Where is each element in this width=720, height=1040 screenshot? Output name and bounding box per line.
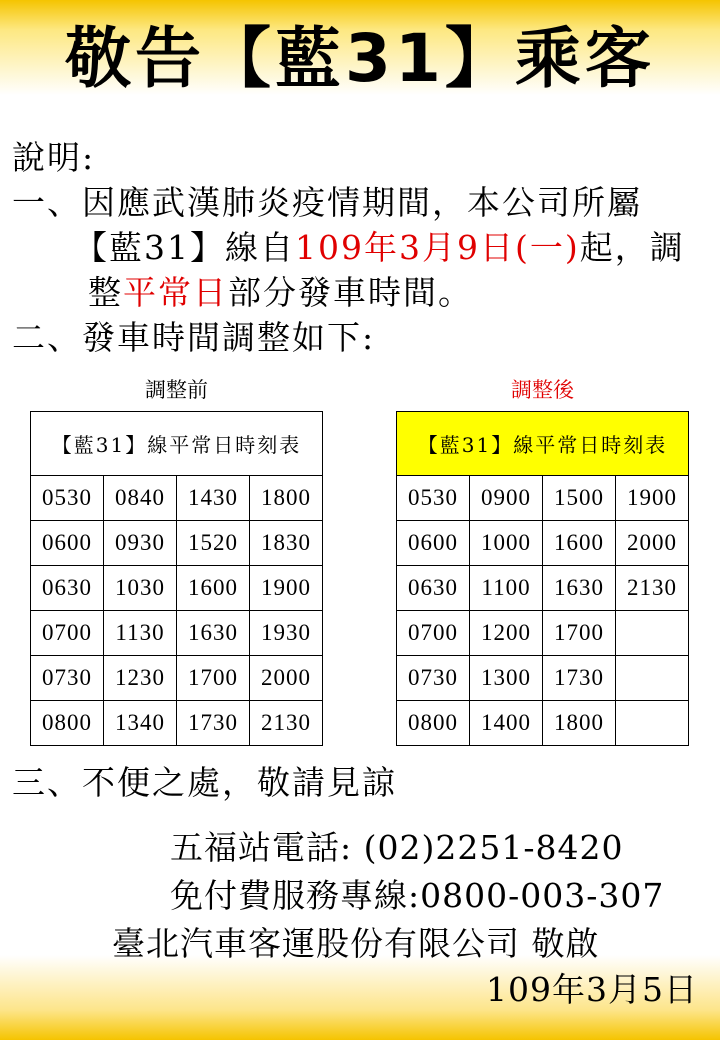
table-cell: 1100 xyxy=(470,566,543,611)
table-cell: 0600 xyxy=(31,521,104,566)
notice-title: 敬告【藍31】乘客 xyxy=(65,20,655,97)
item-1-text: 部分發車時間。 xyxy=(228,273,473,312)
table-cell: 0800 xyxy=(397,701,470,746)
table-cell: 1400 xyxy=(470,701,543,746)
table-cell: 1830 xyxy=(250,521,323,566)
table-cell: 1800 xyxy=(250,476,323,521)
table-cell: 2000 xyxy=(250,656,323,701)
table-cell: 0630 xyxy=(31,566,104,611)
table-cell: 1600 xyxy=(177,566,250,611)
table-cell: 1340 xyxy=(104,701,177,746)
notice-date: 109年3月5日 xyxy=(486,970,698,1009)
table-cell xyxy=(616,701,689,746)
table-cell: 1030 xyxy=(104,566,177,611)
table-cell: 1800 xyxy=(543,701,616,746)
table-cell: 0700 xyxy=(31,611,104,656)
company-signature: 臺北汽車客運股份有限公司 敬啟 xyxy=(112,924,600,963)
table-cell: 1900 xyxy=(616,476,689,521)
table-cell: 1730 xyxy=(177,701,250,746)
item-3: 三、不便之處，敬請見諒 xyxy=(12,763,397,802)
weekday-highlight: 平常日 xyxy=(123,273,228,312)
route-label: 【藍31】線自 xyxy=(74,228,295,267)
table-cell: 1200 xyxy=(470,611,543,656)
station-phone: 五福站電話: (02)2251-8420 xyxy=(170,828,624,867)
table-cell: 1000 xyxy=(470,521,543,566)
table-row xyxy=(397,521,689,566)
table-row xyxy=(397,566,689,611)
table-cell: 1700 xyxy=(543,611,616,656)
table-cell: 1630 xyxy=(177,611,250,656)
table-cell: 0600 xyxy=(397,521,470,566)
table-row xyxy=(397,476,689,521)
table-row xyxy=(31,701,323,746)
before-caption: 調整前 xyxy=(145,378,208,402)
table-cell: 1730 xyxy=(543,656,616,701)
table-cell: 1900 xyxy=(250,566,323,611)
table-cell: 0530 xyxy=(397,476,470,521)
table-cell: 2130 xyxy=(616,566,689,611)
table-cell: 0730 xyxy=(397,656,470,701)
table-row xyxy=(31,476,323,521)
table-row xyxy=(397,701,689,746)
item-1-line-1: 一、因應武漢肺炎疫情期間，本公司所屬 xyxy=(12,183,642,222)
table-cell xyxy=(616,656,689,701)
toll-free-hotline: 免付費服務專線:0800-003-307 xyxy=(170,876,665,915)
table-row xyxy=(31,656,323,701)
table-cell: 2130 xyxy=(250,701,323,746)
table-cell: 0530 xyxy=(31,476,104,521)
table-cell: 0840 xyxy=(104,476,177,521)
table-cell: 1130 xyxy=(104,611,177,656)
after-caption: 調整後 xyxy=(511,378,574,402)
effective-date: 109年3月9日(一) xyxy=(295,228,580,267)
table-cell: 1230 xyxy=(104,656,177,701)
table-cell: 1600 xyxy=(543,521,616,566)
explanation-heading: 說明: xyxy=(12,138,96,177)
table-cell: 1630 xyxy=(543,566,616,611)
table-cell: 0930 xyxy=(104,521,177,566)
table-cell: 1520 xyxy=(177,521,250,566)
table-cell: 1500 xyxy=(543,476,616,521)
item-1-line-3 xyxy=(88,271,473,315)
table-cell: 0630 xyxy=(397,566,470,611)
table-cell: 2000 xyxy=(616,521,689,566)
table-cell: 0800 xyxy=(31,701,104,746)
item-1-line-2 xyxy=(74,226,685,270)
table-row xyxy=(397,611,689,656)
timetable-header: 【藍31】線平常日時刻表 xyxy=(397,412,689,476)
table-cell: 0700 xyxy=(397,611,470,656)
timetable-after xyxy=(396,411,689,746)
table-cell: 1300 xyxy=(470,656,543,701)
table-cell: 1430 xyxy=(177,476,250,521)
table-row xyxy=(31,521,323,566)
table-row xyxy=(31,566,323,611)
item-2: 二、發車時間調整如下: xyxy=(12,318,376,357)
table-cell: 0900 xyxy=(470,476,543,521)
timetable-before xyxy=(30,411,323,746)
table-cell: 1930 xyxy=(250,611,323,656)
table-cell: 0730 xyxy=(31,656,104,701)
timetable-header: 【藍31】線平常日時刻表 xyxy=(31,412,323,476)
item-1-text: 整 xyxy=(88,273,123,312)
table-cell: 1700 xyxy=(177,656,250,701)
table-cell xyxy=(616,611,689,656)
table-row xyxy=(397,656,689,701)
item-1-text: 起，調 xyxy=(579,228,685,267)
table-row xyxy=(31,611,323,656)
